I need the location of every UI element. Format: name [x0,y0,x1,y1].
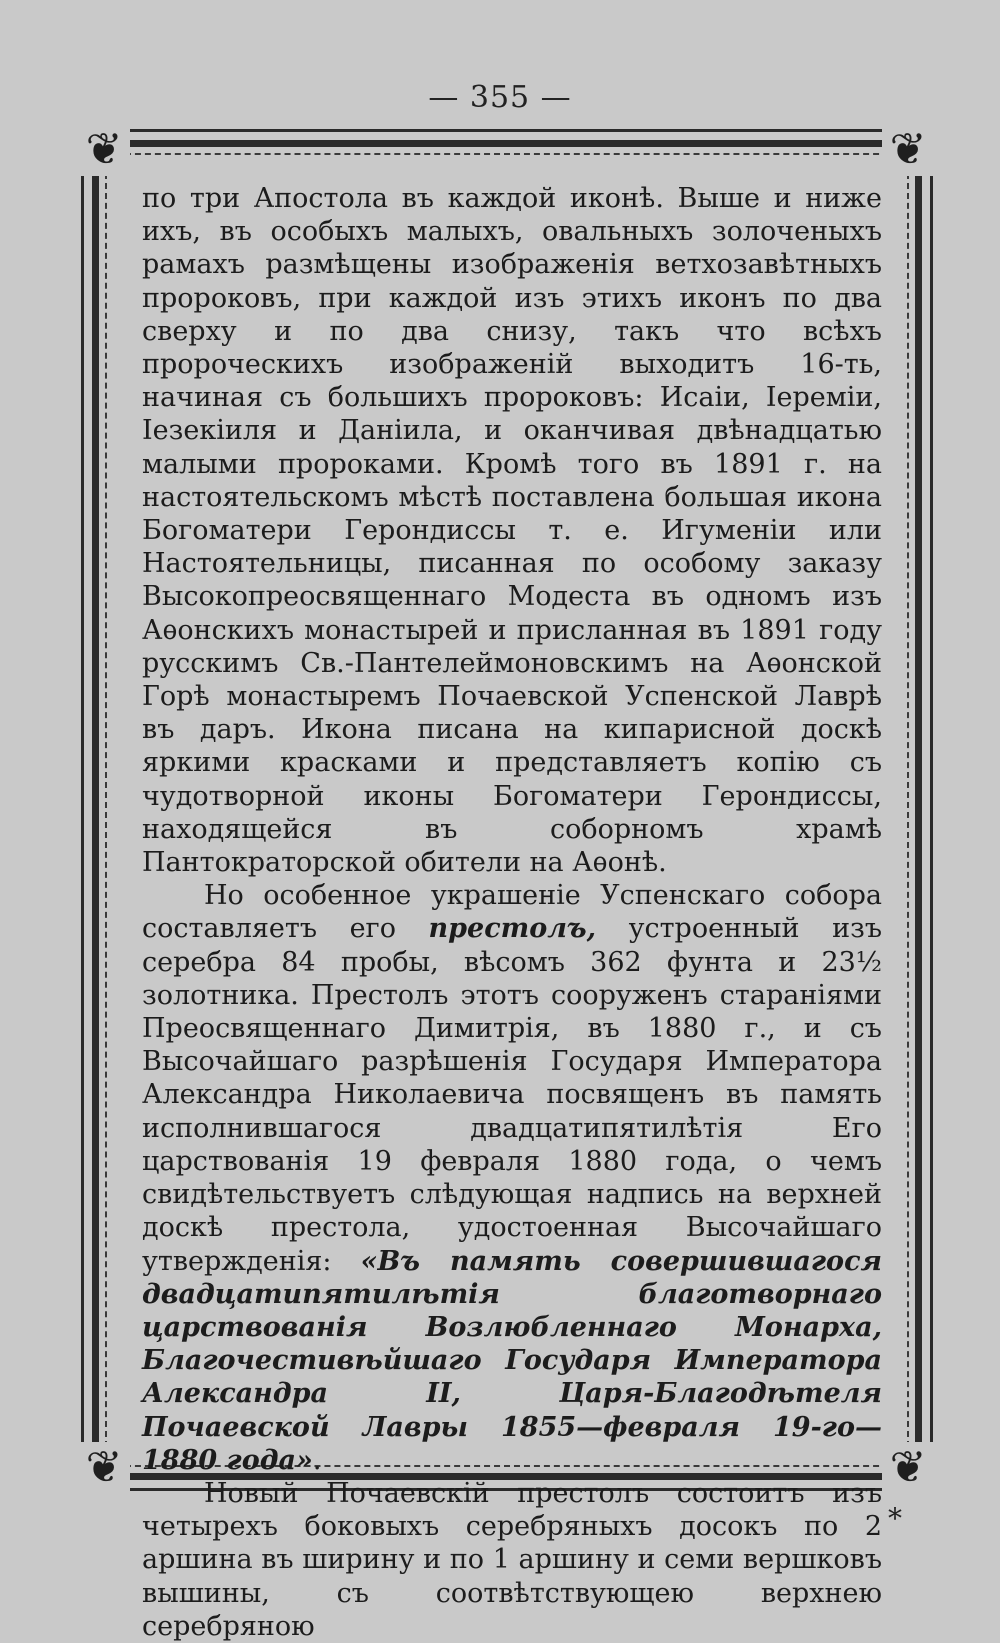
paragraph-3 [142,1477,882,1643]
paragraph-2 [142,879,882,1477]
body-text [142,182,882,1643]
corner-ornament-icon: ❦ [882,124,934,176]
emphasis-text: престолъ, [428,913,597,945]
corner-ornament-icon: ❦ [78,124,130,176]
inscription-quote: «Въ память совершившагося двадцатипятилѣтія благотворнаго царствованія Возлюбленнаго Монарха, Благочестивѣйшаго Государя Императора Александра II, Царя-Благодѣтеля Почаевской Лавры 1855—февраля 19-го—1880 года» [142,1245,882,1476]
text-run: . [312,1444,322,1476]
text-run: Но особенное украшеніе Успенскаго собора составляетъ его [142,880,882,945]
text-run: устроенный изъ серебра 84 пробы, вѣсомъ 362 фунта и 23½ золотника. Престолъ этотъ сооруженъ стараніями Преосвященнаго Димитрія, въ 1880 г., и съ Высочайшаго разрѣшенія Государя Императора Александра Николаевича посвященъ въ память исполнившагося двадцатипятилѣтія Его царствованія 19 февраля 1880 года, о чемъ свидѣтельствуетъ слѣдующая надпись на верхней доскѣ престола, удостоенная Высочайшаго утвержденія: [142,913,882,1277]
text-run: Новый Почаевскій престолъ состоитъ изъ четырехъ боковыхъ серебряныхъ досокъ по 2 аршина въ ширину и по 1 аршину и семи вершковъ вышины, съ соотвѣтствующею верхнею серебряною [142,1477,882,1642]
corner-ornament-icon: ❦ [78,1442,130,1494]
paragraph-1 [142,182,882,879]
page-number: — 355 — [428,80,572,115]
text-run: по три Апостола въ каждой иконѣ. Выше и ниже ихъ, въ особыхъ малыхъ, овальныхъ золоченыхъ рамахъ размѣщены изображенія ветхозавѣтныхъ пророковъ, при каждой изъ этихъ иконъ по два сверху и по два снизу, такъ что всѣхъ пророческихъ изображеній выходитъ 16-ть, начиная съ большихъ пророковъ: Исаіи, Іереміи, Іезекіиля и Даніила, и оканчивая двѣнадцатью малыми пророками. Кромѣ того въ 1891 г. на настоятельскомъ мѣстѣ поставлена большая икона Богоматери Герондиссы т. е. Игуменіи или Настоятельницы, писанная по особому заказу Высокопреосвященнаго Модеста въ одномъ изъ Аѳонскихъ монастырей и присланная въ 1891 году русскимъ Св.-Пантелеймоновскимъ на Аѳонской Горѣ монастыремъ Почаевской Успенской Лаврѣ въ даръ. Икона писана на кипарисной доскѣ яркими красками и представляетъ копію съ чудотворной иконы Богоматери Герондиссы, находящейся въ соборномъ храмѣ Пантократорской обители на Аѳонѣ. [142,183,882,879]
signature-mark: * [888,1502,902,1535]
corner-ornament-icon: ❦ [882,1442,934,1494]
